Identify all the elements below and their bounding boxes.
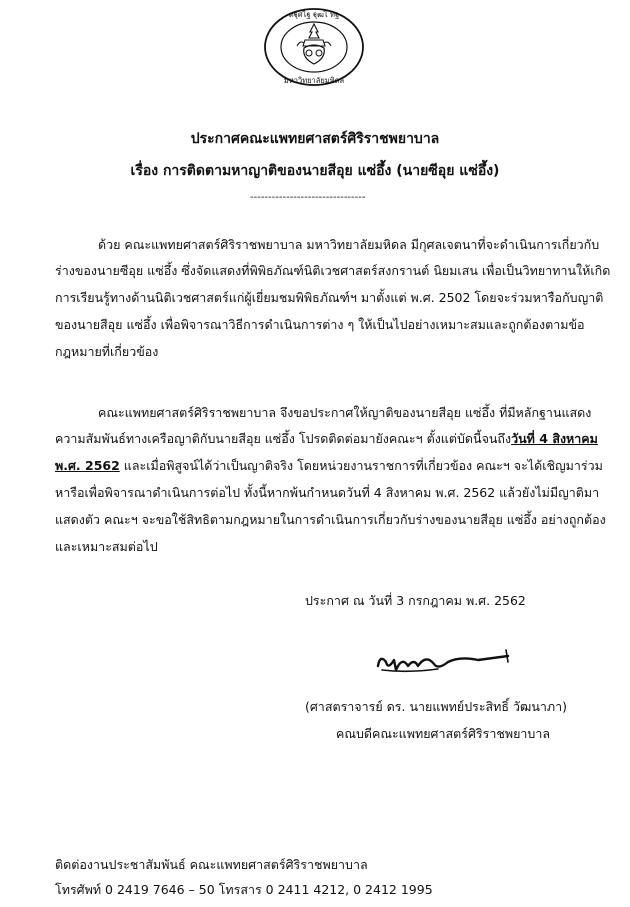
paragraph-1-line: การเรียนรู้ทางด้านนิติเวชศาสตร์แก่ผู้เยี่ยมชมพิพิธภัณฑ์ฯ มาตั้งแต่ พ.ศ. 2502 โดยจะร่วมหารือกับญาติ	[55, 290, 604, 305]
announcement-title: ประกาศคณะแพทยศาสตร์ศิริราชพยาบาล	[190, 131, 440, 147]
paragraph-1-line: กฎหมายที่เกี่ยวข้อง	[55, 344, 159, 359]
paragraph-2-line: หารือเพื่อพิจารณาดำเนินการต่อไป ทั้งนี้หากพ้นกำหนดวันที่ 4 สิงหาคม พ.ศ. 2562 แล้วยังไม่มีญาติมา	[55, 485, 600, 500]
paragraph-2-line: และเหมาะสมต่อไป	[55, 539, 158, 554]
announcement-date: ประกาศ ณ วันที่ 3 กรกฎาคม พ.ศ. 2562	[305, 593, 526, 608]
paragraph-1-line: ร่างของนายซีอุย แซ่อึ้ง ซึ่งจัดแสดงที่พิพิธภัณฑ์นิติเวชศาสตร์สงกรานต์ นิยมเสน เพื่อเป็นวิทยาทานให้เกิด	[55, 263, 611, 278]
divider: --------------------------------	[250, 192, 366, 203]
paragraph-2-line	[55, 457, 603, 475]
paragraph-2-line: คณะแพทยศาสตร์ศิริราชพยาบาล จึงขอประกาศให้ญาติของนายสีอุย แซ่อึ้ง ที่มีหลักฐานแสดง	[98, 405, 592, 420]
paragraph-1-line: ของนายสีอุย แซ่อึ้ง เพื่อพิจารณาวิธีการดำเนินการต่าง ๆ ให้เป็นไปอย่างเหมาะสมและถูกต้องตามข้อ	[55, 317, 585, 332]
paragraph-2-text: และเมื่อพิสูจน์ได้ว่าเป็นญาติจริง โดยหน่วยงานราชการที่เกี่ยวข้อง คณะฯ จะได้เชิญมาร่วม	[119, 458, 603, 473]
svg-text:ดฐุศไฐ ฐุฒไ ทฐ: ดฐุศไฐ ฐุฒไ ทฐ	[288, 10, 340, 19]
signatory-name: (ศาสตราจารย์ ดร. นายแพทย์ประสิทธิ์ วัฒนาภา)	[305, 699, 568, 714]
signatory-position: คณบดีคณะแพทยศาสตร์ศิริราชพยาบาล	[336, 726, 551, 741]
paragraph-2-text: ความสัมพันธ์ทางเครือญาติกับนายสีอุย แซ่อึ้ง โปรดติดต่อมายังคณะฯ ตั้งแต่บัดนี้จนถึง	[55, 431, 512, 446]
paragraph-2-line	[55, 430, 598, 448]
contact-line: ติดต่องานประชาสัมพันธ์ คณะแพทยศาสตร์ศิริราชพยาบาล	[55, 857, 368, 872]
announcement-subject: เรื่อง การติดตามหาญาติของนายสีอุย แซ่อึ้ง (นายซีอุย แซ่อึ้ง)	[130, 163, 500, 179]
deadline-year: พ.ศ. 2562	[55, 458, 120, 473]
dean-signature	[368, 640, 518, 684]
svg-text:มหาวิทยาลัยมหิดล: มหาวิทยาลัยมหิดล	[283, 76, 345, 85]
contact-phone: โทรศัพท์ 0 2419 7646 – 50 โทรสาร 0 2411 4212, 0 2412 1995	[55, 882, 433, 897]
university-seal-logo	[262, 6, 366, 88]
deadline-date: วันที่ 4 สิงหาคม	[511, 431, 598, 446]
paragraph-2-line: แสดงตัว คณะฯ จะขอใช้สิทธิตามกฎหมายในการดำเนินการเกี่ยวกับร่างของนายสีอุย แซ่อึ้ง อย่างถูกต้อง	[55, 512, 606, 527]
paragraph-1-line: ด้วย คณะแพทยศาสตร์ศิริราชพยาบาล มหาวิทยาลัยมหิดล มีกุศลเจตนาที่จะดำเนินการเกี่ยวกับ	[98, 237, 600, 252]
